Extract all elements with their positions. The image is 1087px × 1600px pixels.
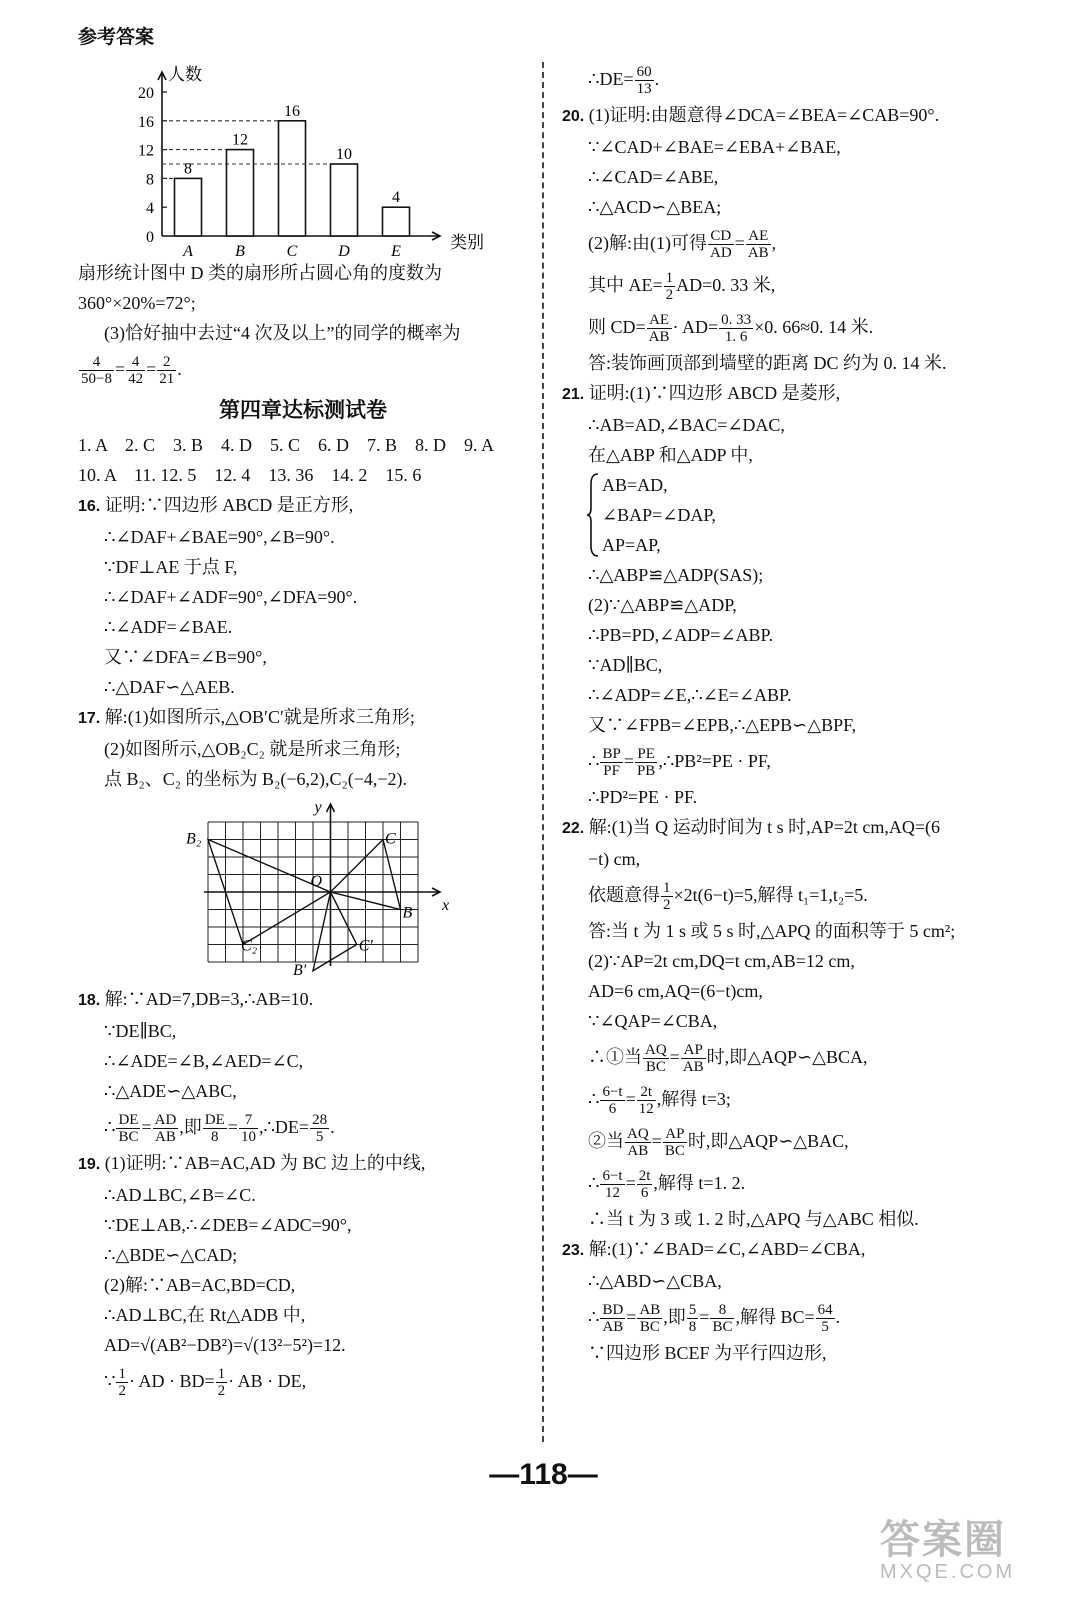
q19-line: ∴AD⊥BC,∠B=∠C. <box>104 1185 256 1205</box>
q22-formula: ∴ $\frac{6-t}{12}$ = $\frac{2t}{6}$ ,解得 t=1. 2. <box>588 1168 746 1202</box>
bar-value-label: 8 <box>184 160 192 178</box>
q22-line: 22. 解:(1)当 Q 运动时间为 t s 时,AP=2t cm,AQ=(6 <box>562 817 940 837</box>
y-tick-label: 12 <box>138 142 154 160</box>
q21-line: ∵AD∥BC, <box>588 655 663 675</box>
point-label: B′ <box>293 961 307 979</box>
q20-formula: 其中 AE= $\frac{1}{2}$ AD=0. 33 米, <box>588 270 776 304</box>
point-label: C <box>385 830 396 848</box>
coordinate-grid-figure <box>78 800 528 980</box>
bar <box>175 178 202 236</box>
q20-line: 答:装饰画顶部到墙壁的距离 DC 约为 0. 14 米. <box>588 353 947 373</box>
fraction: $\frac{4}{50-8}$ <box>81 354 112 388</box>
q20-line: ∵∠CAD+∠BAE=∠EBA+∠BAE, <box>588 137 841 157</box>
bar <box>331 164 358 236</box>
q16-line: 又∵∠DFA=∠B=90°, <box>104 647 267 667</box>
q18-line: ∴∠ADE=∠B,∠AED=∠C, <box>104 1051 304 1071</box>
q21-line: AP=AP, <box>602 535 661 555</box>
q21-system <box>562 470 1032 560</box>
y-tick-label: 16 <box>138 113 154 131</box>
q21-line: ∴△ABP≌△ADP(SAS); <box>588 565 764 585</box>
q19-line: 19. (1)证明:∵AB=AC,AD 为 BC 边上的中线, <box>78 1153 426 1173</box>
q20-formula: (2)解:由(1)可得 $\frac{CD}{AD}$ = $\frac{AE}{AB}$ , <box>588 228 777 262</box>
q23-line: ∵四边形 BCEF 为平行四边形, <box>588 1343 827 1363</box>
left-column <box>78 60 528 1402</box>
x-tick-label: D <box>338 243 350 258</box>
q21-line: ∴PB=PD,∠ADP=∠ABP. <box>588 625 773 645</box>
x-tick-label: C <box>286 243 298 258</box>
q21-line: ∴AB=AD,∠BAC=∠DAC, <box>588 415 785 435</box>
q18-line: ∴△ADE∽△ABC, <box>104 1081 237 1101</box>
point-label: C₂ <box>241 937 258 955</box>
x-tick-label: A <box>183 243 193 258</box>
q21-line: 21. 证明:(1)∵四边形 ABCD 是菱形, <box>562 383 841 403</box>
q21-line: 又∵∠FPB=∠EPB,∴△EPB∽△BPF, <box>588 715 857 735</box>
watermark-text: 答案圈 <box>880 1518 1006 1562</box>
q21-formula: ∴ $\frac{BP}{PF}$ = $\frac{PE}{PB}$ ,∴PB²=PE · PF, <box>588 746 771 780</box>
r0-formula: ∴DE= $\frac{60}{13}$ . <box>588 64 660 98</box>
q19-line: (2)解:∵AB=AC,BD=CD, <box>104 1275 296 1295</box>
q17-line: (2)如图所示,△OB₂C₂ 就是所求三角形; <box>104 739 401 759</box>
q22-line: AD=6 cm,AQ=(6−t)cm, <box>588 981 763 1001</box>
page-number: —118— <box>489 1458 598 1491</box>
section-title: 第四章达标测试卷 <box>219 399 387 422</box>
text-line: (3)恰好抽中去过“4 次及以上”的同学的概率为 <box>104 323 461 343</box>
point-label: O <box>310 873 323 890</box>
bar-value-label: 4 <box>392 189 400 207</box>
bar-value-label: 16 <box>284 102 300 120</box>
q21-line: AB=AD, <box>602 475 668 495</box>
fraction: $\frac{2}{21}$ <box>159 354 175 388</box>
point-label: C′ <box>358 937 373 955</box>
q23-formula: ∴ $\frac{BD}{AB}$ = $\frac{AB}{BC}$ ,即 $\frac{5}{8}$ = $\frac{8}{BC}$ ,解得 BC= $\frac{64}{5}$ . <box>588 1302 841 1336</box>
q22-line: 答:当 t 为 1 s 或 5 s 时,△APQ 的面积等于 5 cm²; <box>588 921 956 941</box>
bar-value-label: 12 <box>232 131 248 149</box>
q19-line: AD=√(AB²−DB²)=√(13²−5²)=12. <box>104 1335 346 1355</box>
q18-line: 18. 解:∵AD=7,DB=3,∴AB=10. <box>78 989 314 1009</box>
q18-line: ∵DE∥BC, <box>104 1021 177 1041</box>
q22-line: −t) cm, <box>588 849 641 869</box>
q21-line: ∠BAP=∠DAP, <box>602 505 716 525</box>
page-header: 参考答案 <box>78 27 155 48</box>
y-tick-label: 4 <box>146 200 154 218</box>
answer-row: 1. A 2. C 3. B 4. D 5. C 6. D 7. B 8. D 9. A <box>78 435 495 455</box>
q21-line: ∴PD²=PE · PF. <box>588 787 698 807</box>
axis-label-y: y <box>314 800 322 816</box>
q22-formula: ②当 $\frac{AQ}{AB}$ = $\frac{AP}{BC}$ 时,即△AQP∽△BAC, <box>588 1126 849 1160</box>
q23-line: 23. 解:(1)∵∠BAD=∠C,∠ABD=∠CBA, <box>562 1239 866 1259</box>
q21-line: (2)∵△ABP≌△ADP, <box>588 595 737 615</box>
point-label: B <box>402 904 413 922</box>
q17-line: 点 B₂、C₂ 的坐标为 B₂(−6,2),C₂(−4,−2). <box>104 769 408 789</box>
q16-line: ∴∠DAF+∠BAE=90°,∠B=90°. <box>104 527 335 547</box>
q20-line: ∴△ACD∽△BEA; <box>588 197 722 217</box>
q19-line: ∵DE⊥AB,∴∠DEB=∠ADC=90°, <box>104 1215 352 1235</box>
watermark-logo <box>880 1508 1060 1588</box>
y-axis-label: 人数 <box>168 65 202 84</box>
bar-chart <box>78 60 528 258</box>
right-column <box>562 58 1032 1368</box>
bar <box>279 121 306 236</box>
q16-line: ∵DF⊥AE 于点 F, <box>104 557 238 577</box>
x-tick-label: B <box>235 243 245 258</box>
y-tick-label: 0 <box>146 229 154 246</box>
q19-line: ∴△BDE∽△CAD; <box>104 1245 238 1265</box>
q19-line: ∴AD⊥BC,在 Rt△ADB 中, <box>104 1305 306 1325</box>
q22-line: (2)∵AP=2t cm,DQ=t cm,AB=12 cm, <box>588 951 855 971</box>
x-tick-label: E <box>391 243 401 258</box>
q22-line: ∴当 t 为 3 或 1. 2 时,△APQ 与△ABC 相似. <box>588 1209 919 1229</box>
bar-value-label: 10 <box>336 146 352 163</box>
q20-line: 20. (1)证明:由题意得∠DCA=∠BEA=∠CAB=90°. <box>562 105 940 125</box>
q16-line: 16. 证明:∵四边形 ABCD 是正方形, <box>78 495 354 515</box>
text-line: 扇形统计图中 D 类的扇形所占圆心角的度数为 <box>78 263 442 283</box>
q22-formula: 依题意得 $\frac{1}{2}$ ×2t(6−t)=5,解得 t₁=1,t₂=5. <box>588 880 868 914</box>
q22-formula: ∴①当 $\frac{AQ}{BC}$ = $\frac{AP}{AB}$ 时,即△AQP∽△BCA, <box>588 1042 868 1076</box>
q21-line: ∴∠ADP=∠E,∴∠E=∠ABP. <box>588 685 792 705</box>
watermark-url: MXQE.COM <box>880 1561 1016 1583</box>
q18-formula: ∴ $\frac{DE}{BC}$ = $\frac{AD}{AB}$ ,即 $\frac{DE}{8}$ = $\frac{7}{10}$ ,∴DE= $\frac{28}{5}$ . <box>104 1112 335 1146</box>
y-tick-label: 20 <box>138 85 154 102</box>
probability-formula: $\frac{4}{50-8}$ = $\frac{4}{42}$ = $\frac{2}{21}$ . <box>81 354 182 388</box>
y-tick-label: 8 <box>146 171 154 189</box>
text-line: 360°×20%=72°; <box>78 293 196 313</box>
answer-row: 10. A 11. 12. 5 12. 4 13. 36 14. 2 15. 6 <box>78 465 422 485</box>
triangle-OBpCp <box>313 892 357 971</box>
q16-line: ∴△DAF∽△AEB. <box>104 677 235 697</box>
q21-line: 在△ABP 和△ADP 中, <box>588 445 753 465</box>
q16-line: ∴∠DAF+∠ADF=90°,∠DFA=90°. <box>104 587 358 607</box>
q22-line: ∵∠QAP=∠CBA, <box>588 1011 718 1031</box>
point-label: B₂ <box>186 830 202 848</box>
q22-formula: ∴ $\frac{6-t}{6}$ = $\frac{2t}{12}$ ,解得 t=3; <box>588 1084 731 1118</box>
column-divider <box>542 62 544 1442</box>
q19-formula: ∵ $\frac{1}{2}$ · AD · BD= $\frac{1}{2}$ · AB · DE, <box>104 1366 307 1400</box>
fraction: $\frac{4}{42}$ <box>128 354 144 388</box>
q16-line: ∴∠ADF=∠BAE. <box>104 617 233 637</box>
q17-line: 17. 解:(1)如图所示,△OB′C′就是所求三角形; <box>78 707 415 727</box>
x-axis-label: 类别 <box>450 233 484 252</box>
q23-line: ∴△ABD∽△CBA, <box>588 1271 722 1291</box>
axis-label-x: x <box>442 897 450 914</box>
q20-line: ∴∠CAD=∠ABE, <box>588 167 719 187</box>
bar <box>227 150 254 236</box>
bar <box>383 207 410 236</box>
q20-formula: 则 CD= $\frac{AE}{AB}$ · AD= $\frac{0. 33}{1. 6}$ ×0. 66≈0. 14 米. <box>588 312 874 346</box>
